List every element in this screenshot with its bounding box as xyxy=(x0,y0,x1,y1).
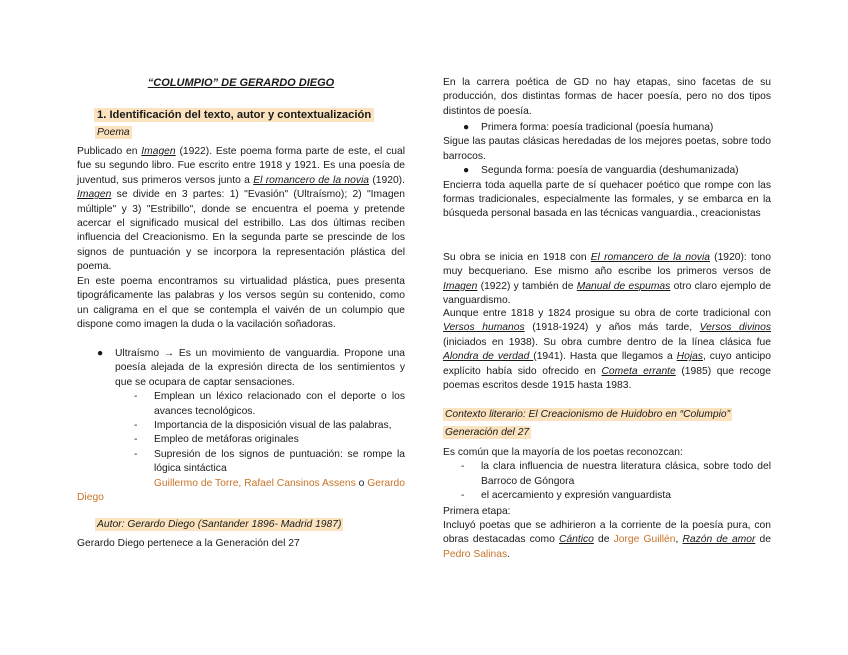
forma2-text: Encierra toda aquella parte de sí quehacer poético que rompe con las formas tradicionales, especialmente las formales, y se embarca en la búsqueda personal basada en las técnicas vanguardia., creacionistas xyxy=(443,179,771,220)
book-link-romancero[interactable]: El romancero de la novia xyxy=(590,252,710,263)
author-names-end: Diego xyxy=(77,492,104,504)
author-guillen: Jorge Guillén xyxy=(613,534,676,546)
book-link-razon[interactable]: Razón de amor xyxy=(682,534,756,546)
dash-icon: - xyxy=(134,391,138,403)
autor-text: Gerardo Diego pertenece a la Generación del 27 xyxy=(77,538,300,549)
generacion-heading: Generación del 27 xyxy=(445,427,530,438)
poema-paragraph-1: Publicado en Imagen (1922). Este poema forma parte de este, el cual fue su segundo libro. Fue escrito entre 1918 y 1921. Es una poesía de juventud, sus primeros versos junto a El romancero de la novia (1920). Imagen se divide en 3 partes: 1) "Evasión" (Ultraísmo); 2) "Imagen múltiple" y 3) "Estribillo", donde se encuentra el poema y pretende acercar el significado musical del estribillo. Las dos últimas reciben influencia del Creacionismo. En la segunda parte se prescinde de los signos de puntuación y se incorpora la representación plástica del poema. xyxy=(77,146,405,273)
obra-paragraph-2: Aunque entre 1818 y 1824 prosigue su obra de corte tradicional con Versos humanos (1918-1924) y años más tarde, Versos divinos (iniciados en 1938). Su obra cumbre dentro de la línea clásica fue Alondra de verdad (1941). Hasta que llegamos a Hojas, cuyo anticipo explícito había sido ofrecido en Cometa errante (1985) que recoge poemas escritos desde 1915 hasta 1983. xyxy=(443,308,771,392)
facetas-paragraph: En la carrera poética de GD no hay etapas, sino facetas de su producción, dos distintas formas de hacer poesía, pero no dos tipos distintos de poesía. xyxy=(443,77,771,117)
dash-icon: - xyxy=(134,434,138,446)
section-heading: 1. Identificación del texto, autor y contextualización xyxy=(77,108,405,122)
dash-icon: - xyxy=(134,420,138,432)
document-title: “COLUMPIO” DE GERARDO DIEGO xyxy=(147,77,335,89)
bullet-icon: ● xyxy=(463,165,470,177)
book-link-versos-divinos[interactable]: Versos divinos xyxy=(699,322,771,334)
book-link-imagen-2[interactable]: Imagen xyxy=(77,189,112,201)
book-link-alondra[interactable]: Alondra de verdad xyxy=(443,351,534,363)
poema-label: Poema xyxy=(97,127,130,138)
list-item: - Emplean un léxico relacionado con el deporte o los avances tecnológicos. xyxy=(134,391,405,417)
dash-icon: - xyxy=(134,448,138,460)
author-names: Guillermo de Torre, Rafael Cansinos Assens o Gerardo xyxy=(153,477,405,489)
comun-text: Es común que la mayoría de los poetas reconozcan: xyxy=(443,447,683,458)
poema-paragraph-2: En este poema encontramos su virtualidad plástica, pues presenta tipográficamente las palabras y los versos según su contenido, como un caligrama en el que se contempla el vaivén de un columpio que dispone como imagen la duda o la vacilación soñadoras. xyxy=(77,276,405,331)
ultraismo-list xyxy=(77,347,405,505)
bullet-icon: ● xyxy=(97,348,104,359)
book-link-manual[interactable]: Manual de espumas xyxy=(576,280,671,292)
list-item: - Supresión de los signos de puntuación: se rompe la lógica sintáctica xyxy=(134,448,405,475)
comun-section xyxy=(443,446,771,504)
book-link-cometa[interactable]: Cometa errante xyxy=(601,365,676,377)
list-item: - Importancia de la disposición visual de las palabras, xyxy=(77,419,405,433)
book-link-cantico[interactable]: Cántico xyxy=(558,534,594,546)
etapa-heading: Primera etapa: xyxy=(443,506,511,517)
bullet-icon: ● xyxy=(463,122,470,133)
forma-list xyxy=(443,121,771,222)
dash-icon: - xyxy=(461,461,465,473)
list-item: - el acercamiento y expresión vanguardista xyxy=(443,489,771,503)
obra-paragraph-1: Su obra se inicia en 1918 con El romancero de la novia (1920): tono muy becqueriano. Ese mismo año escribe los primeros versos de Imagen (1922) y también de Manual de espumas otro claro ejemplo de vanguardismo. xyxy=(443,252,771,307)
book-link-romancero[interactable]: El romancero de la novia xyxy=(253,174,370,186)
list-item: ● Segunda forma: poesía de vanguardia (deshumanizada) xyxy=(443,164,771,178)
book-link-imagen[interactable]: Imagen xyxy=(443,280,478,292)
book-link-hojas[interactable]: Hojas xyxy=(676,351,703,363)
list-item: - Empleo de metáforas originales xyxy=(77,433,405,447)
list-item: - la clara influencia de nuestra literatura clásica, sobre todo del Barroco de Góngora xyxy=(461,461,771,487)
dash-icon: - xyxy=(461,490,465,502)
book-link-versos-humanos[interactable]: Versos humanos xyxy=(443,322,525,334)
list-item: ● Primera forma: poesía tradicional (poesía humana) xyxy=(443,121,771,135)
contexto-heading: Contexto literario: El Creacionismo de Huidobro en “Columpio” xyxy=(445,409,731,420)
etapa-paragraph: Incluyó poetas que se adhirieron a la corriente de la poesía pura, con obras destacadas como Cántico de Jorge Guillén, Razón de amor de Pedro Salinas. xyxy=(443,520,771,560)
book-link-imagen[interactable]: Imagen xyxy=(141,146,176,157)
forma1-text: Sigue las pautas clásicas heredadas de los mejores poetas, sobre todo barrocos. xyxy=(443,136,771,162)
autor-heading: Autor: Gerardo Diego (Santander 1896- Madrid 1987) xyxy=(97,519,342,530)
author-salinas: Pedro Salinas xyxy=(443,548,508,560)
list-item: ● Ultraísmo → Es un movimiento de vanguardia. Propone una poesía alejada de la expresión directa de los sentimientos y que se ocupara de captar sensaciones. xyxy=(97,348,405,388)
